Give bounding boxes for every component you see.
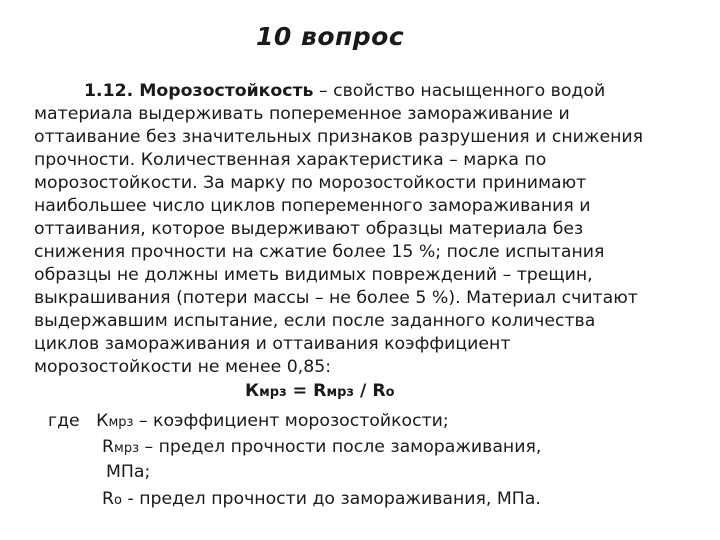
formula-r0-subscript: o <box>385 385 395 400</box>
formula-r: R <box>313 381 327 401</box>
paragraph-line-11: выдержавшим испытание, если после заданного количества <box>34 311 596 331</box>
k-subscript: мрз <box>108 415 134 430</box>
paragraph-line-9: образцы не должны иметь видимых повреждений – трещин, <box>34 265 593 285</box>
paragraph-line-6: наибольшее число циклов попеременного замораживания и <box>34 196 591 216</box>
slide-title: 10 вопрос <box>256 22 405 51</box>
paragraph-line-1 <box>84 80 605 103</box>
paragraph-line-10: выкрашивания (потери массы – не более 5 %). Материал считают <box>34 288 638 308</box>
k-symbol: К <box>96 411 109 431</box>
formula-divide: / <box>353 381 373 401</box>
formula <box>245 381 395 401</box>
paragraph-line-4: прочности. Количественная характеристика – марка по <box>34 150 547 170</box>
paragraph-line-8: снижения прочности на сжатие более 15 %; после испытания <box>34 242 605 262</box>
paragraph-line-12: циклов замораживания и оттаивания коэффициент <box>34 334 511 354</box>
formula-r0: R <box>372 381 386 401</box>
r-description: – предел прочности после замораживания, <box>139 437 542 457</box>
formula-k-subscript: мрз <box>259 385 287 400</box>
paragraph-line-13: морозостойкости не менее 0,85: <box>34 357 332 377</box>
paragraph-line-text: – свойство насыщенного водой <box>313 81 606 101</box>
r0-description: - предел прочности до замораживания, МПа. <box>121 489 541 509</box>
where-label: где <box>48 411 80 431</box>
formula-r-subscript: мрз <box>326 385 354 400</box>
paragraph-line-7: оттаивания, которое выдерживают образцы материала без <box>34 219 584 239</box>
term-heading: 1.12. Морозостойкость <box>84 81 314 101</box>
definition-r0 <box>102 489 541 509</box>
paragraph-line-5: морозостойкости. За марку по морозостойкости принимают <box>34 173 587 193</box>
definition-r <box>102 437 541 457</box>
definition-k <box>48 411 449 431</box>
r0-symbol: R <box>102 489 115 509</box>
formula-equals: = <box>286 381 314 401</box>
k-description: – коэффициент морозостойкости; <box>133 411 449 431</box>
definition-r-continuation: МПа; <box>106 462 151 482</box>
r-symbol: R <box>102 437 115 457</box>
paragraph-line-2: материала выдерживать попеременное замораживание и <box>34 104 570 124</box>
formula-k: К <box>245 381 260 401</box>
r-subscript: мрз <box>114 441 139 456</box>
paragraph-line-3: оттаивание без значительных признаков разрушения и снижения <box>34 127 643 147</box>
r0-subscript: o <box>114 493 122 508</box>
